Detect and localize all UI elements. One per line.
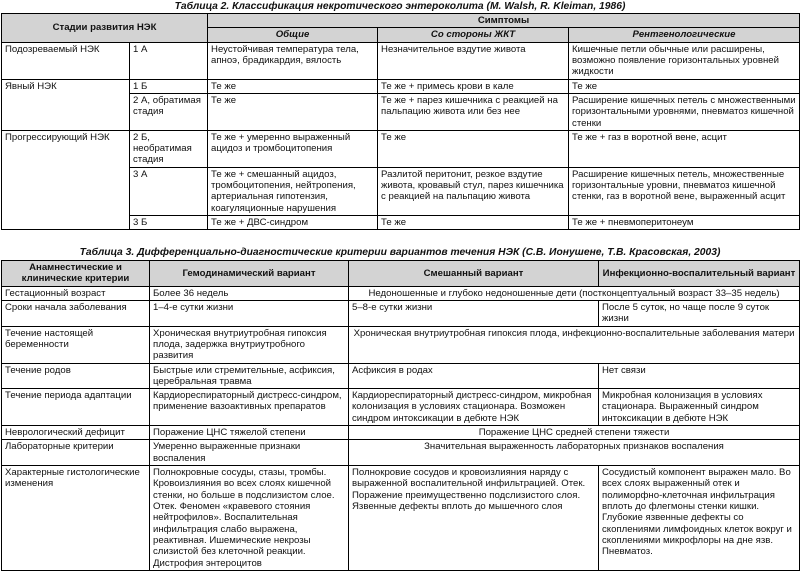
t2-header-git: Со стороны ЖКТ [378, 28, 569, 42]
t2-substage: 3 Б [130, 216, 208, 230]
t3-mixed-infectious: Хроническая внутриутробная гипоксия плода, инфекционно-воспалительные заболевания матери [349, 326, 800, 363]
t3-criterion: Течение периода адаптации [2, 389, 150, 426]
t2-header-symptoms: Симптомы [208, 14, 800, 28]
t3-mixed-infectious: Недоношенные и глубоко недоношенные дети (постконцептуальный возраст 33–35 недель) [349, 286, 800, 300]
t3-header-anamnestic: Анамнестические и клинические критерии [2, 261, 150, 287]
t3-infectious: Сосудистый компонент выражен мало. Во всех слоях выраженный отек и полиморфно-клеточная инфильтрация вплоть до флегмоны стенки кишки. Глубокие язвенные дефекты со скоплениями лимфоидных клеток вокруг и скоплениями микрофлоры на дне язв. Пневматоз. [599, 466, 800, 571]
t3-criterion: Сроки начала заболевания [2, 300, 150, 326]
t3-criterion: Течение родов [2, 363, 150, 389]
t3-hemodynamic: Быстрые или стремительные, асфиксия, церебральная травма [150, 363, 349, 389]
t2-substage: 2 А, обратимая стадия [130, 93, 208, 130]
table2-nec-classification [1, 13, 800, 230]
t2-git: Те же + парез кишечника с реакцией на пальпацию живота или без нее [378, 93, 569, 130]
t3-mixed: Кардиореспираторный дистресс-синдром, микробная колонизация в условиях стационара. Возможен синдром интоксикации в дебюте НЭК [349, 389, 599, 426]
table-row [2, 79, 800, 93]
t3-criterion: Неврологический дефицит [2, 426, 150, 440]
t2-xray: Кишечные петли обычные или расширены, возможно появление горизонтальных уровней жидкости [569, 42, 800, 79]
t2-stage: Подозреваемый НЭК [2, 42, 130, 79]
t2-substage: 1 Б [130, 79, 208, 93]
t2-stage: Явный НЭК [2, 79, 130, 130]
table-row [2, 130, 800, 167]
t3-hemodynamic: Хроническая внутриутробная гипоксия плода, задержка внутриутробного развития [150, 326, 349, 363]
t2-xray: Те же [569, 79, 800, 93]
t3-mixed: 5–8-е сутки жизни [349, 300, 599, 326]
table-row [2, 440, 800, 466]
t3-mixed: Асфиксия в родах [349, 363, 599, 389]
t2-git: Незначительное вздутие живота [378, 42, 569, 79]
table3-caption: Таблица 3. Дифференциально-диагностические критерии вариантов течения НЭК (С.В. Ионушене, Т.В. Красовская, 2003) [79, 247, 721, 258]
table-row [2, 286, 800, 300]
t3-hemodynamic: Умеренно выраженные признаки воспаления [150, 440, 349, 466]
table-row [2, 42, 800, 79]
t2-stage: Прогрессирующий НЭК [2, 130, 130, 230]
t3-hemodynamic: 1–4-е сутки жизни [150, 300, 349, 326]
t3-hemodynamic: Кардиореспираторный дистресс-синдром, применение вазоактивных препаратов [150, 389, 349, 426]
t2-general: Те же + умеренно выраженный ацидоз и тромбоцитопения [208, 130, 378, 167]
table2-caption: Таблица 2. Классификация некротического энтероколита (M. Walsh, R. Kleiman, 1986) [174, 1, 626, 12]
t3-hemodynamic: Более 36 недель [150, 286, 349, 300]
t2-general: Те же + ДВС-синдром [208, 216, 378, 230]
t2-git: Те же [378, 216, 569, 230]
t3-mixed-infectious: Значительная выраженность лабораторных признаков воспаления [349, 440, 800, 466]
t3-infectious: Нет связи [599, 363, 800, 389]
t2-xray: Расширение кишечных петель с множественными горизонтальными уровнями, пневматоз кишечной стенки [569, 93, 800, 130]
t2-substage: 3 А [130, 167, 208, 215]
t2-header-stages: Стадии развития НЭК [2, 14, 208, 43]
table-row [2, 326, 800, 363]
t2-header-general: Общие [208, 28, 378, 42]
t2-general: Те же [208, 93, 378, 130]
t2-general: Те же + смешанный ацидоз, тромбоцитопения, нейтропения, артериальная гипотензия, коагуляционные нарушения [208, 167, 378, 215]
t2-git: Те же + примесь крови в кале [378, 79, 569, 93]
t3-mixed: Полнокровие сосудов и кровоизлияния наряду с выраженной воспалительной инфильтрацией. Отек. Поражение преимущественно подслизистого слоя. Язвенные дефекты вплоть до мышечного слоя [349, 466, 599, 571]
t2-substage: 1 А [130, 42, 208, 79]
t2-git: Разлитой перитонит, резкое вздутие живота, кровавый стул, парез кишечника с реакцией на пальпацию живота [378, 167, 569, 215]
t2-xray: Расширение кишечных петель, множественные горизонтальные уровни, пневматоз кишечной стенки, газ в воротной вене, выраженный асцит [569, 167, 800, 215]
table-row [2, 389, 800, 426]
t3-infectious: Микробная колонизация в условиях стационара. Выраженный синдром интоксикации в дебюте НЭК [599, 389, 800, 426]
table-row [2, 426, 800, 440]
t3-criterion: Гестационный возраст [2, 286, 150, 300]
t3-header-infectious: Инфекционно-воспалительный вариант [599, 261, 800, 287]
table-row [2, 466, 800, 571]
t3-criterion: Лабораторные критерии [2, 440, 150, 466]
t2-general: Неустойчивая температура тела, апноэ, брадикардия, вялость [208, 42, 378, 79]
t3-header-mixed: Смешанный вариант [349, 261, 599, 287]
t3-hemodynamic: Поражение ЦНС тяжелой степени [150, 426, 349, 440]
t3-criterion: Течение настоящей беременности [2, 326, 150, 363]
t3-header-hemodynamic: Гемодинамический вариант [150, 261, 349, 287]
table-row [2, 300, 800, 326]
t2-header-xray: Рентгенологические [569, 28, 800, 42]
t2-general: Те же [208, 79, 378, 93]
table-row [2, 363, 800, 389]
t3-infectious: После 5 суток, но чаще после 9 суток жизни [599, 300, 800, 326]
t3-hemodynamic: Полнокровные сосуды, стазы, тромбы. Кровоизлияния во всех слоях кишечной стенки, но больше в подслизистом слое. Отек. Феномен «кравевого стояния нейтрофилов». Воспалительная инфильтрация слабо выражена, реактивная. Ишемические некрозы слизистой без клеточной реакции. Дистрофия энтероцитов [150, 466, 349, 571]
t3-criterion: Характерные гистологические изменения [2, 466, 150, 571]
t2-xray: Те же + газ в воротной вене, асцит [569, 130, 800, 167]
t2-git: Те же [378, 130, 569, 167]
t2-xray: Те же + пневмоперитонеум [569, 216, 800, 230]
table3-nec-differential-criteria [1, 260, 800, 571]
t2-substage: 2 Б, необратимая стадия [130, 130, 208, 167]
t3-mixed-infectious: Поражение ЦНС средней степени тяжести [349, 426, 800, 440]
